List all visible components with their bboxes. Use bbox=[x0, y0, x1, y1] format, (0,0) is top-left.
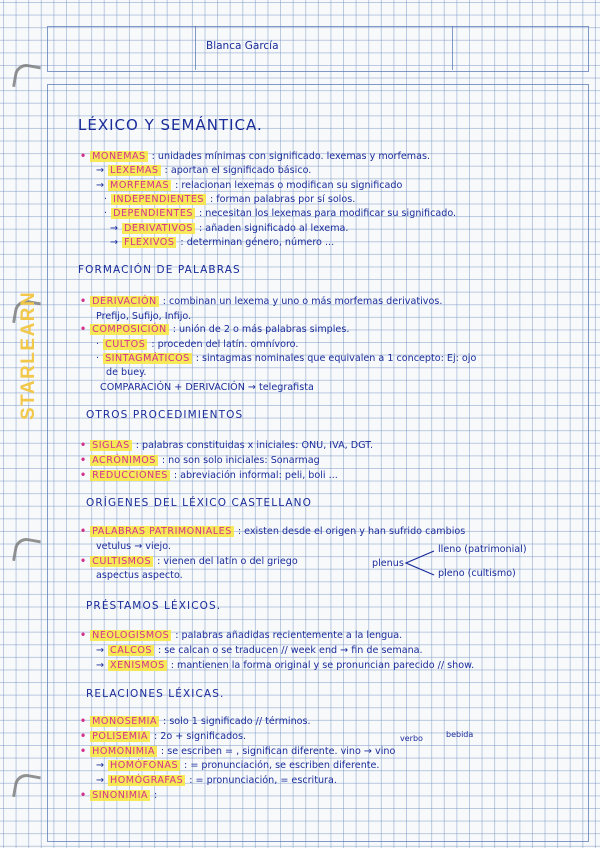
section-heading-formacion: FORMACIÓN DE PALABRAS bbox=[78, 264, 241, 276]
bullet-icon: • bbox=[80, 455, 87, 466]
cultismos-continuation: aspectus aspecto. bbox=[96, 570, 183, 581]
list-item-derivativos: → DERIVATIVOS : añaden significado al lexema. bbox=[110, 223, 349, 234]
list-item-cultismos: • CULTISMOS : vienen del latín o del griego bbox=[80, 556, 298, 567]
bullet-icon: • bbox=[80, 151, 87, 162]
bullet-icon: • bbox=[80, 630, 87, 641]
list-item-patrimoniales: • PALABRAS PATRIMONIALES : existen desde el origen y han sufrido cambios bbox=[80, 526, 466, 537]
list-item-flexivos: → FLEXIVOS : determinan género, número ... bbox=[110, 237, 335, 248]
bullet-icon: · bbox=[96, 353, 100, 364]
section-heading-relaciones: RELACIONES LÉXICAS. bbox=[86, 688, 225, 700]
list-item-siglas: • SIGLAS : palabras constituidas x iniciales: ONU, IVA, DGT. bbox=[80, 440, 373, 451]
author-name: Blanca García bbox=[206, 40, 279, 52]
punch-hole bbox=[12, 536, 41, 565]
afijos-note: Prefijo, Sufijo, Infijo. bbox=[96, 311, 192, 322]
bullet-icon: • bbox=[80, 470, 87, 481]
list-item-reducciones: • REDUCCIONES : abreviación informal: peli, boli ... bbox=[80, 470, 338, 481]
branch-arrow-icon bbox=[402, 548, 436, 578]
section-heading-otros: OTROS PROCEDIMIENTOS bbox=[86, 409, 244, 421]
arrow-right-icon: → bbox=[96, 645, 105, 656]
brand-logo: STARLEARN bbox=[18, 290, 39, 420]
bullet-icon: · bbox=[104, 208, 108, 219]
list-item-sintagmaticos: · SINTAGMÁTICOS : sintagmas nominales que equivalen a 1 concepto: Ej: ojo bbox=[96, 353, 477, 364]
list-item-polisemia: • POLISEMIA : 2o + significados. bbox=[80, 731, 247, 742]
arrow-right-icon: → bbox=[110, 237, 119, 248]
list-item-calcos: → CALCOS : se calcan o se traducen // week end → fin de semana. bbox=[96, 645, 423, 656]
punch-hole bbox=[12, 772, 41, 801]
bullet-icon: • bbox=[80, 556, 87, 567]
list-item-lexemas: → LEXEMAS : aportan el significado básico. bbox=[96, 165, 312, 176]
section-heading-prestamos: PRÉSTAMOS LÉXICOS. bbox=[86, 600, 222, 612]
pleno-word: pleno (cultismo) bbox=[438, 568, 516, 579]
bullet-icon: · bbox=[96, 339, 100, 350]
list-item-xenismos: → XENISMOS : mantienen la forma original y se pronuncian parecido // show. bbox=[96, 660, 475, 671]
list-item-independientes: · INDEPENDIENTES : forman palabras por sí solos. bbox=[104, 194, 356, 205]
bullet-icon: • bbox=[80, 731, 87, 742]
section-heading-origenes: ORÍGENES DEL LÉXICO CASTELLANO bbox=[86, 497, 313, 509]
bullet-icon: • bbox=[80, 526, 87, 537]
list-item-composicion: • COMPOSICIÓN : unión de 2 o más palabras simples. bbox=[80, 324, 350, 335]
list-item-morfemas: → MORFEMAS : relacionan lexemas o modifican su significado bbox=[96, 180, 403, 191]
page-title: LÉXICO Y SEMÁNTICA. bbox=[78, 116, 263, 134]
arrow-right-icon: → bbox=[96, 180, 105, 191]
bullet-icon: • bbox=[80, 716, 87, 727]
list-item-sinonimia: • SINONIMIA : bbox=[80, 790, 158, 801]
list-item-derivacion: • DERIVACIÓN : combinan un lexema y uno o más morfemas derivativos. bbox=[80, 296, 443, 307]
list-item-dependientes: · DEPENDIENTES : necesitan los lexemas para modificar su significado. bbox=[104, 208, 457, 219]
list-item-neologismos: • NEOLOGISMOS : palabras añadidas recientemente a la lengua. bbox=[80, 630, 403, 641]
list-item-homonimia: • HOMONIMIA : se escriben = , significan diferente. vino → vino bbox=[80, 746, 396, 757]
list-item-cultos: · CULTOS : proceden del latín. omnívoro. bbox=[96, 339, 299, 350]
comparacion-note: COMPARACIÓN + DERIVACIÓN → telegrafista bbox=[100, 382, 314, 393]
list-item-acronimos: • ACRÓNIMOS : no son solo iniciales: Sonarmag bbox=[80, 455, 320, 466]
bullet-icon: • bbox=[80, 790, 87, 801]
verbo-note: verbo bbox=[400, 734, 423, 743]
arrow-right-icon: → bbox=[96, 660, 105, 671]
arrow-right-icon: → bbox=[96, 775, 105, 786]
bebida-note: bebida bbox=[446, 730, 474, 739]
patrimoniales-continuation: vetulus → viejo. bbox=[96, 541, 171, 552]
sintagmaticos-continuation: de buey. bbox=[106, 367, 147, 378]
header-divider bbox=[195, 26, 196, 70]
bullet-icon: · bbox=[104, 194, 108, 205]
list-item-monemas: • MONEMAS : unidades mínimas con significado. lexemas y morfemas. bbox=[80, 151, 431, 162]
plenus-word: plenus bbox=[372, 558, 404, 569]
list-item-homografas: → HOMÓGRAFAS : = pronunciación, = escritura. bbox=[96, 775, 337, 786]
list-item-monosemia: • MONOSEMIA : solo 1 significado // términos. bbox=[80, 716, 311, 727]
bullet-icon: • bbox=[80, 324, 87, 335]
bullet-icon: • bbox=[80, 296, 87, 307]
lleno-word: lleno (patrimonial) bbox=[438, 544, 527, 555]
arrow-right-icon: → bbox=[96, 165, 105, 176]
arrow-right-icon: → bbox=[110, 223, 119, 234]
arrow-right-icon: → bbox=[96, 760, 105, 771]
list-item-homofonas: → HOMÓFONAS : = pronunciación, se escriben diferente. bbox=[96, 760, 380, 771]
bullet-icon: • bbox=[80, 440, 87, 451]
header-frame bbox=[47, 26, 589, 72]
punch-hole bbox=[12, 62, 41, 91]
header-divider-right bbox=[452, 26, 453, 70]
bullet-icon: • bbox=[80, 746, 87, 757]
